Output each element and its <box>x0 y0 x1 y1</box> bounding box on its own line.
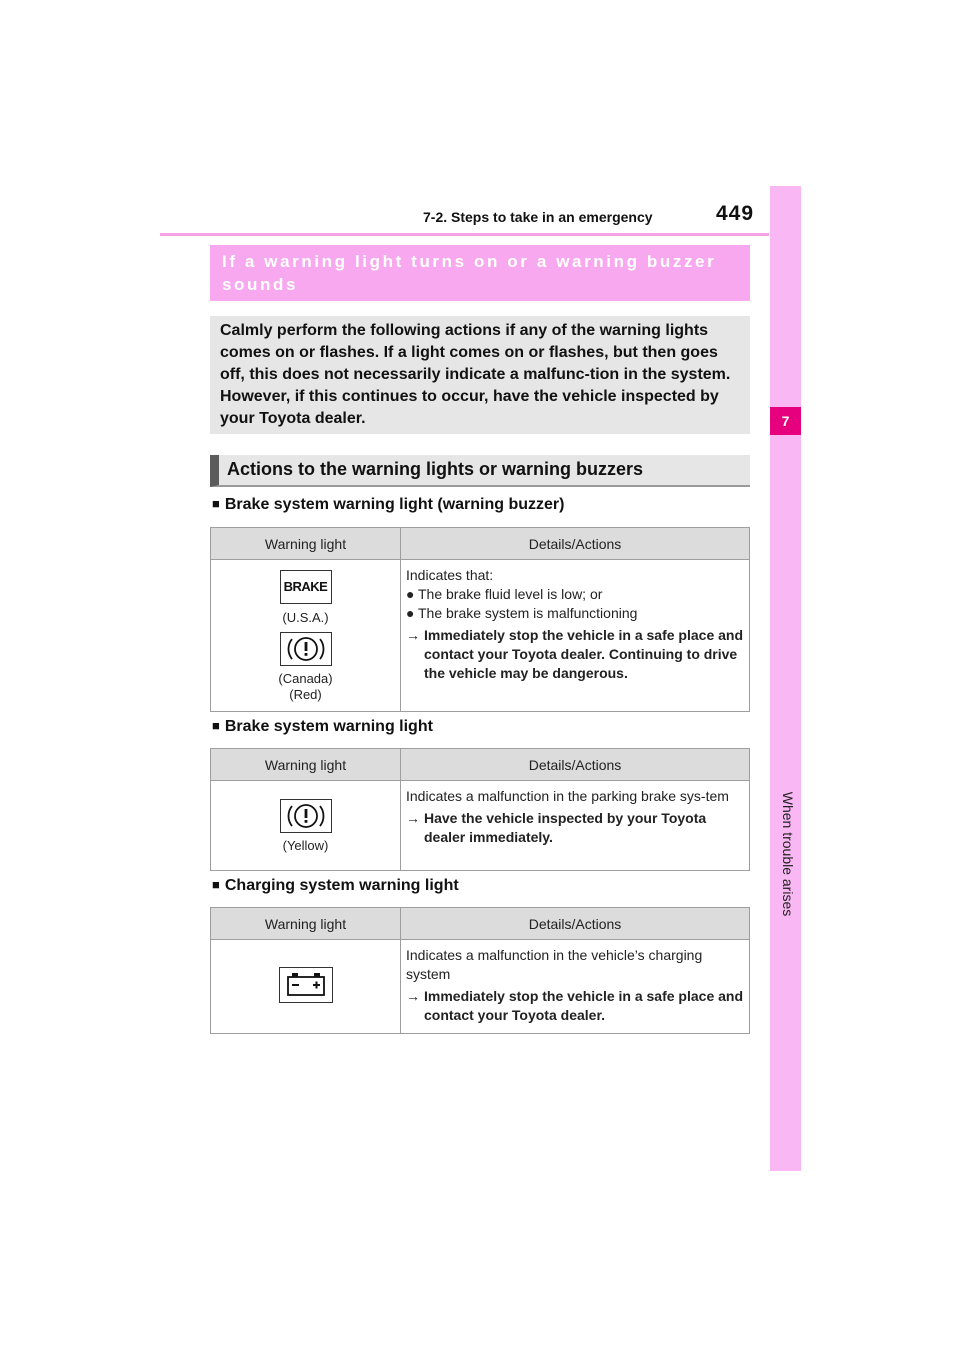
section-header-title: 7-2. Steps to take in an emergency <box>423 209 653 225</box>
details-text: Indicates a malfunction in the parking brake sys-tem <box>406 788 729 804</box>
brake-light-table <box>210 748 750 871</box>
header-divider <box>160 233 769 236</box>
right-arrow-icon: → <box>406 627 420 643</box>
brake-warning-icon <box>280 570 332 604</box>
warning-light-cell <box>211 781 401 871</box>
chapter-number-badge <box>770 407 801 435</box>
section-title-banner <box>210 245 750 301</box>
subsection-heading <box>210 455 750 487</box>
header-warning-light: Warning light <box>211 528 401 560</box>
details-intro: Indicates that: <box>406 567 494 583</box>
caption-yellow: (Yellow) <box>282 838 329 853</box>
chapter-number: 7 <box>781 413 790 429</box>
bullet-dot-icon: ● <box>406 605 415 621</box>
intro-text: Calmly perform the following actions if any of the warning lights comes on or flashes. If a light comes on or flashes, but then goes off, this does not necessarily indicate a malfunc-tion in the system. However, if this continues to occur, have the vehicle inspected by your Toyota dealer. <box>220 322 731 427</box>
header-details-actions: Details/Actions <box>401 749 750 781</box>
page-number: 449 <box>716 202 755 225</box>
details-cell <box>401 560 750 712</box>
subsection-title: Actions to the warning lights or warning buzzers <box>227 459 644 479</box>
table-row <box>211 940 750 1034</box>
exclamation-circle-icon <box>280 799 332 833</box>
header-details-actions: Details/Actions <box>401 908 750 940</box>
chapter-label: When trouble arises <box>780 791 796 917</box>
header-warning-light: Warning light <box>211 749 401 781</box>
bullet-dot-icon: ● <box>406 586 415 602</box>
caption-usa: (U.S.A.) <box>282 610 329 625</box>
details-text: Indicates a malfunction in the vehicle’s charging system <box>406 947 703 982</box>
intro-box <box>210 316 750 434</box>
square-bullet-icon: ■ <box>212 496 220 511</box>
table-header-row <box>211 908 750 940</box>
battery-icon <box>279 967 333 1003</box>
right-arrow-icon: → <box>406 810 420 826</box>
table-row <box>211 781 750 871</box>
warning-light-cell <box>211 560 401 712</box>
list-item: ● The brake system is malfunctioning <box>406 605 638 621</box>
action-text: → Immediately stop the vehicle in a safe place and contact your Toyota dealer. <box>406 988 744 1023</box>
brake-buzzer-table <box>210 527 750 712</box>
section-title: If a warning light turns on or a warning buzzer sounds <box>222 252 717 294</box>
caption-canada: (Canada) <box>278 671 333 686</box>
table-header-row <box>211 749 750 781</box>
list-item: ● The brake fluid level is low; or <box>406 586 603 602</box>
header-warning-light: Warning light <box>211 908 401 940</box>
action-text: → Immediately stop the vehicle in a safe place and contact your Toyota dealer. Continuing to drive the vehicle may be dangerous. <box>406 627 744 681</box>
table-row <box>211 560 750 712</box>
square-bullet-icon: ■ <box>212 877 220 892</box>
brake-icon-text: BRAKE <box>283 579 328 594</box>
warning-light-cell <box>211 940 401 1034</box>
square-bullet-icon: ■ <box>212 718 220 733</box>
details-cell <box>401 781 750 871</box>
right-arrow-icon: → <box>406 988 420 1004</box>
charging-table <box>210 907 750 1034</box>
details-cell <box>401 940 750 1034</box>
table-header-row <box>211 528 750 560</box>
brake-light-heading: ■ Brake system warning light <box>212 718 433 735</box>
exclamation-circle-icon <box>280 632 332 666</box>
header-details-actions: Details/Actions <box>401 528 750 560</box>
action-text: → Have the vehicle inspected by your Toyota dealer immediately. <box>406 810 707 845</box>
chapter-side-tab <box>770 186 801 1171</box>
charging-heading: ■ Charging system warning light <box>212 877 459 894</box>
brake-buzzer-heading: ■ Brake system warning light (warning buzzer) <box>212 496 565 513</box>
caption-red: (Red) <box>289 687 322 702</box>
